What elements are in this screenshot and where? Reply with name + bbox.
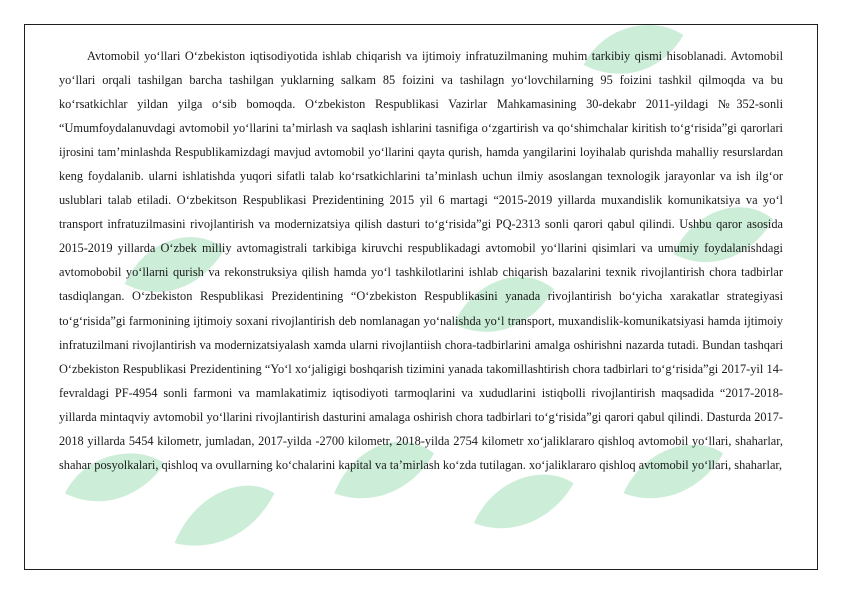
body-paragraph: Avtomobil yo‘llari O‘zbekiston iqtisodiyotida ishlab chiqarish va ijtimoiy infratuzilmaning muhim tarkibiy qismi hisoblanadi. Avtomobil yo‘llari orqali tashilgan barcha tashilgan yuklarning salkam 85 foizini va tashilagn yo‘lovchilarning 95 foizini tashkil qilmoqda va bu ko‘rsatkichlar yildan yilga o‘sib bomoqda. O‘zbekiston Respublikasi Vazirlar Mahkamasining 30-dekabr 2011-yildagi №352-sonli “Umumfoydalanuvdagi avtomobil yo‘llarini ta’mirlash va saqlash ishlarini tasnifiga o‘zgartirish va qo‘shimchalar kiritish to‘g‘risida”gi qarorlari ijrosini tam’minlashda Respublikamizdagi mavjud avtomobil yo‘llarini qayta qurish, hamda yangilarini loyihalab qurishda mahalliy resurslardan keng foydalanib. ularni ishlatishda yuqori sifatli talab ko‘rsatkichlarini ta’minlash uchun ilmiy asoslangan texnologik jarayonlar va ish ilg‘or uslublari talab etiladi. O‘zbekitson Respublikasi Prezidentining 2015 yil 6 martagi “2015-2019 yillarda muxandislik komunikatsiya va yo‘l transport infratuzilmasini rivojlantirish va modernizatsiya qilish dasturi to‘g‘risida”gi PQ-2313 sonli qarori qabul qilindi. Ushbu qaror asosida 2015-2019 yillarda O‘zbek milliy avtomagistrali tarkibiga kiruvchi respublikadagi avtomobil yo‘llarini qisimlari va umumiy foydalanishdagi avtomobobil yo‘llarni qurish va rekonstruksiya qilish hamda yo‘l tashkilotlarini ishlab chiqarish bazalarini texnik rivojlantirish chora tadbirlar tasdiqlangan. O‘zbekiston Respublikasi Prezidentining “O‘zbekiston Respublikasini yanada rivojlantirish bo‘yicha xarakatlar strategiyasi to‘g‘risida”gi farmonining ijtimoiy soxani rivojlantirish deb nomlanagan yo‘nalishda yo‘l transport, muxandislik-komunikatsiyasi hamda ijtimoiy infratuzilmani rivojlantirish va modernizatsiyalash xamda ularni rivojlantiish chora-tadbirlarini amalga oshirishni nazarda tutadi. Bundan tashqari O‘zbekiston Respublikasi Prezidentining “Yo‘l xo‘jaligigi boshqarish tizimini yanada takomillashtirish chora tadbirlari to‘g‘risida”gi 2017-yil 14-fevraldagi PF-4954 sonli farmoni va mamlakatimiz iqtisodiyoti tarmoqlarini va xududlarini istiqbolli rivojlantirish maqsadida “2017-2018-yillarda mintaqviy avtomobil yo‘llarini rivojlantirish dasturini amalaga oshirish chora tadbirlari to‘g‘risida”gi qarori qabul qilindi. Dasturda 2017-2018 yillarda 5454 kilometr, jumladan, 2017-yilda -2700 kilometr, 2018-yilda 2754 kilometr xo‘jaliklararo qishloq avtomobil yo‘llari, shaharlar, shahar posyolkalari, qishloq va ovullarning ko‘chalarini kapital va ta’mirlash ko‘zda tutilagan. xo‘jaliklararo qishloq avtomobil yo‘llari, shaharlar, <box>59 49 783 472</box>
page-frame <box>24 24 818 570</box>
